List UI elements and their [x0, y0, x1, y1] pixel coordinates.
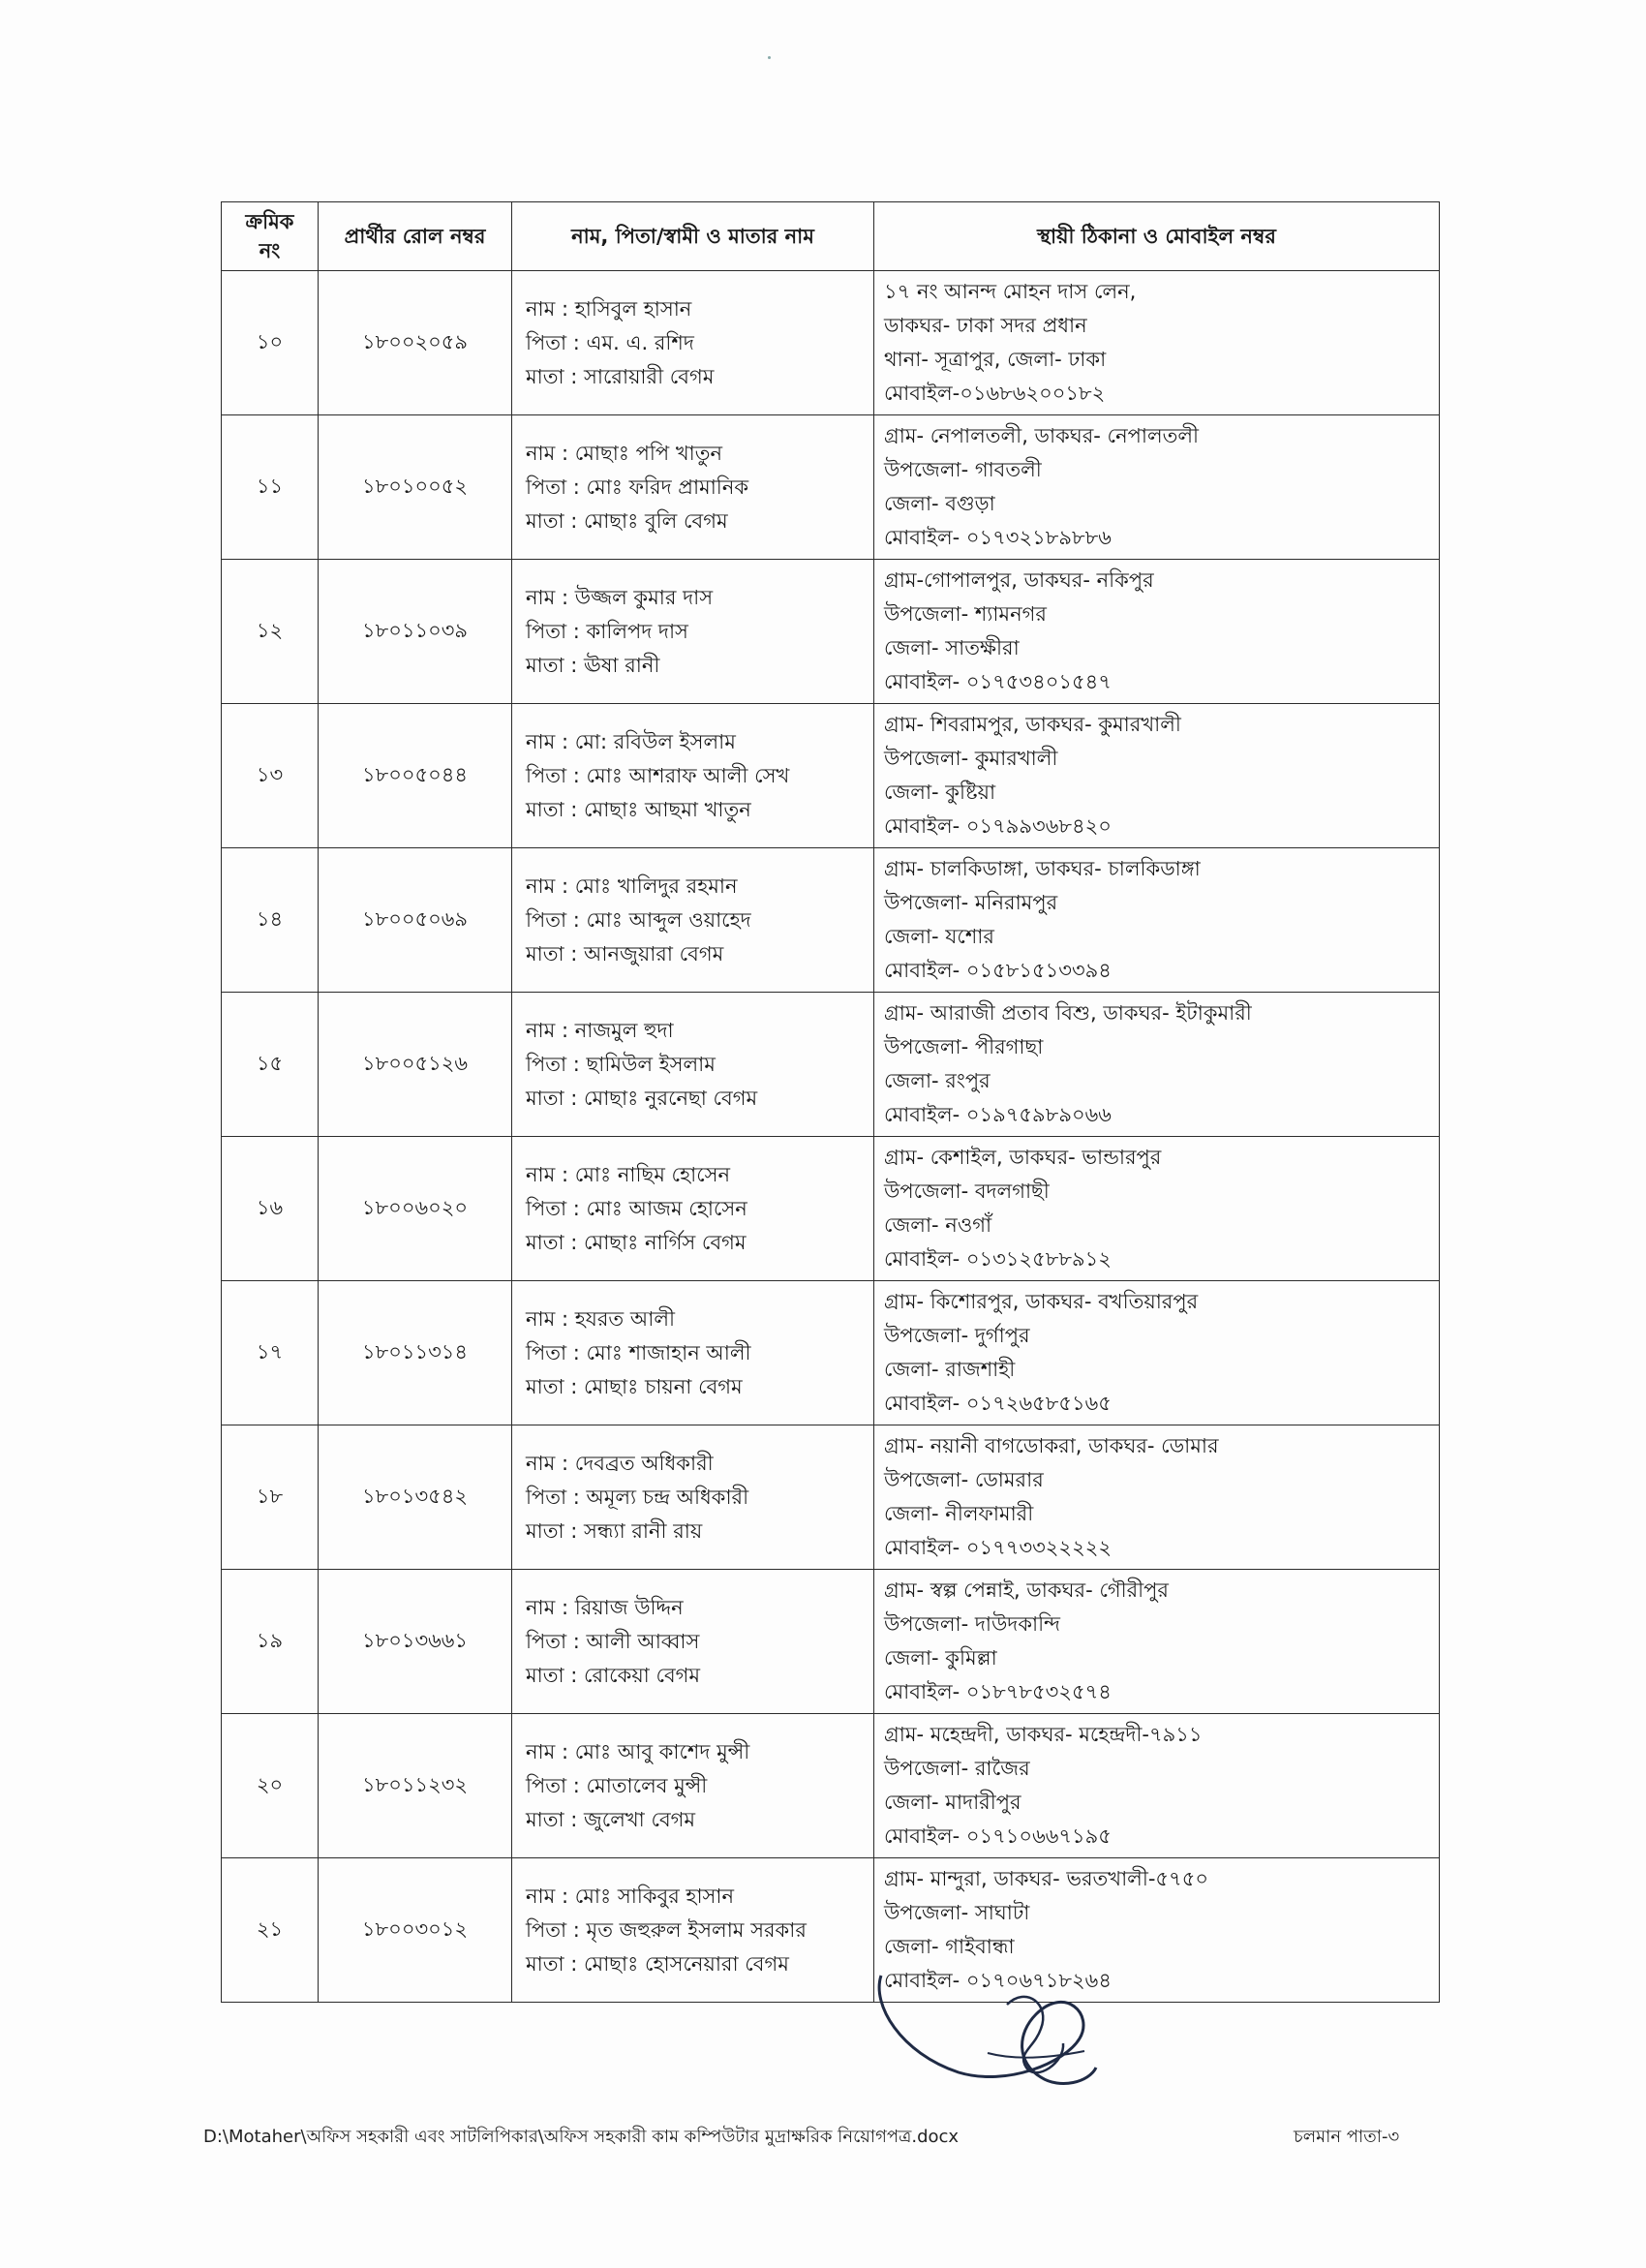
- serial-cell: ১৩: [222, 704, 319, 848]
- father-name: পিতা : মৃত জহুরুল ইসলাম সরকার: [526, 1917, 807, 1942]
- address-line-3: জেলা- কুষ্টিয়া: [884, 781, 996, 804]
- address-line-2: উপজেলা- মনিরামপুর: [884, 891, 1058, 914]
- father-name: পিতা : অমূল্য চন্দ্র অধিকারী: [526, 1485, 749, 1509]
- roll-cell: ১৮০১৩৬৬১: [319, 1570, 512, 1714]
- names-cell: [512, 848, 874, 993]
- serial-cell: ১৯: [222, 1570, 319, 1714]
- mobile-number: মোবাইল- ০১৭২৬৫৮৫১৬৫: [884, 1392, 1112, 1415]
- mobile-number: মোবাইল- ০১৮৭৮৫৩২৫৭৪: [884, 1680, 1112, 1703]
- names-cell: [512, 271, 874, 415]
- address-line-2: উপজেলা- গাবতলী: [884, 458, 1042, 481]
- father-name: পিতা : মোতালেব মুন্সী: [526, 1773, 708, 1797]
- serial-cell: ১২: [222, 560, 319, 704]
- scan-speck: [768, 56, 771, 59]
- names-cell: [512, 1570, 874, 1714]
- footer-file-path: D:\Motaher\অফিস সহকারী এবং সাটলিপিকার\অফিস সহকারী কাম কম্পিউটার মুদ্রাক্ষরিক নিয়োগপত্র.docx: [203, 2127, 960, 2147]
- address-line-1: গ্রাম- শিবরামপুর, ডাকঘর- কুমারখালী: [884, 713, 1181, 736]
- serial-cell: ১৫: [222, 993, 319, 1137]
- table-row: [222, 1425, 1440, 1570]
- mother-name: মাতা : ঊষা রানী: [526, 653, 660, 677]
- address-line-3: জেলা- যশোর: [884, 925, 994, 948]
- names-cell: [512, 415, 874, 560]
- roll-cell: ১৮০১১২৩২: [319, 1714, 512, 1858]
- mother-name: মাতা : মোছাঃ নুরনেছা বেগম: [526, 1086, 758, 1110]
- table-header-row: [222, 202, 1440, 271]
- father-name: পিতা : এম. এ. রশিদ: [526, 330, 694, 354]
- candidate-name: নাম : উজ্জল কুমার দাস: [526, 585, 714, 609]
- address-line-3: জেলা- বগুড়া: [884, 492, 995, 515]
- address-line-1: গ্রাম- কিশোরপুর, ডাকঘর- বখতিয়ারপুর: [884, 1290, 1199, 1313]
- names-cell: [512, 1281, 874, 1425]
- address-cell: [874, 993, 1440, 1137]
- father-name: পিতা : ছামিউল ইসলাম: [526, 1052, 716, 1076]
- roll-cell: ১৮০০৬০২০: [319, 1137, 512, 1281]
- serial-cell: ১১: [222, 415, 319, 560]
- address-line-1: গ্রাম- আরাজী প্রতাব বিশু, ডাকঘর- ইটাকুমারী: [884, 1001, 1252, 1025]
- header-roll: প্রার্থীর রোল নম্বর: [319, 202, 512, 271]
- address-cell: [874, 560, 1440, 704]
- mobile-number: মোবাইল- ০১৭৭৩৩২২২২২: [884, 1536, 1113, 1559]
- mother-name: মাতা : মোছাঃ চায়না বেগম: [526, 1374, 743, 1398]
- address-cell: [874, 704, 1440, 848]
- address-line-3: জেলা- গাইবান্ধা: [884, 1935, 1015, 1958]
- candidate-name: নাম : রিয়াজ উদ্দিন: [526, 1595, 684, 1619]
- candidate-name: নাম : হাসিবুল হাসান: [526, 296, 692, 321]
- names-cell: [512, 1858, 874, 2003]
- mobile-number: মোবাইল- ০১৭৫৩৪০১৫৪৭: [884, 670, 1112, 693]
- candidate-name: নাম : মো: রবিউল ইসলাম: [526, 729, 736, 753]
- names-cell: [512, 704, 874, 848]
- table-row: [222, 848, 1440, 993]
- address-line-3: জেলা- রংপুর: [884, 1069, 991, 1092]
- names-cell: [512, 993, 874, 1137]
- names-cell: [512, 1714, 874, 1858]
- address-cell: [874, 1570, 1440, 1714]
- serial-cell: ২১: [222, 1858, 319, 2003]
- candidate-name: নাম : দেবব্রত অধিকারী: [526, 1451, 714, 1475]
- serial-cell: ১৪: [222, 848, 319, 993]
- address-line-1: গ্রাম-গোপালপুর, ডাকঘর- নকিপুর: [884, 568, 1154, 592]
- father-name: পিতা : মোঃ আশরাফ আলী সেখ: [526, 763, 790, 787]
- table-row: [222, 1570, 1440, 1714]
- address-line-2: উপজেলা- দুর্গাপুর: [884, 1324, 1030, 1347]
- address-line-2: উপজেলা- পীরগাছা: [884, 1035, 1044, 1058]
- mother-name: মাতা : মোছাঃ হোসনেয়ারা বেগম: [526, 1951, 789, 1976]
- mobile-number: মোবাইল- ০১৭০৬৭১৮২৬৪: [884, 1969, 1112, 1992]
- address-line-3: জেলা- রাজশাহী: [884, 1358, 1016, 1381]
- address-cell: [874, 1714, 1440, 1858]
- address-line-1: গ্রাম- নয়ানী বাগডোকরা, ডাকঘর- ডোমার: [884, 1434, 1219, 1457]
- mother-name: মাতা : মোছাঃ নার্গিস বেগম: [526, 1230, 747, 1254]
- table-row: [222, 704, 1440, 848]
- address-line-2: উপজেলা- রাজৈর: [884, 1757, 1030, 1780]
- address-line-1: গ্রাম- মহেন্দ্রদী, ডাকঘর- মহেন্দ্রদী-৭৯১১: [884, 1723, 1203, 1746]
- address-line-3: জেলা- সাতক্ষীরা: [884, 636, 1020, 659]
- serial-cell: ১৬: [222, 1137, 319, 1281]
- serial-cell: ১৮: [222, 1425, 319, 1570]
- names-cell: [512, 1137, 874, 1281]
- roll-cell: ১৮০০৩০১২: [319, 1858, 512, 2003]
- serial-cell: ১৭: [222, 1281, 319, 1425]
- mother-name: মাতা : সারোয়ারী বেগম: [526, 364, 715, 388]
- roll-cell: ১৮০১১৩১৪: [319, 1281, 512, 1425]
- header-names: নাম, পিতা/স্বামী ও মাতার নাম: [512, 202, 874, 271]
- roll-cell: ১৮০০২০৫৯: [319, 271, 512, 415]
- roll-cell: ১৮০০৫০৬৯: [319, 848, 512, 993]
- father-name: পিতা : মোঃ ফরিদ প্রামানিক: [526, 475, 749, 499]
- address-line-3: জেলা- মাদারীপুর: [884, 1791, 1021, 1814]
- father-name: পিতা : মোঃ আব্দুল ওয়াহেদ: [526, 907, 751, 932]
- table-row: [222, 1858, 1440, 2003]
- table-row: [222, 271, 1440, 415]
- address-line-2: উপজেলা- শ্যামনগর: [884, 602, 1047, 626]
- header-serial: ক্রমিক নং: [222, 202, 319, 271]
- candidate-name: নাম : মোঃ নাছিম হোসেন: [526, 1162, 731, 1186]
- address-line-2: উপজেলা- দাউদকান্দি: [884, 1612, 1060, 1636]
- father-name: পিতা : মোঃ আজম হোসেন: [526, 1196, 747, 1220]
- roll-cell: ১৮০০৫০৪৪: [319, 704, 512, 848]
- mobile-number: মোবাইল- ০১৭১০৬৬৭১৯৫: [884, 1824, 1112, 1848]
- address-cell: [874, 1281, 1440, 1425]
- address-line-2: উপজেলা- বদলগাছী: [884, 1180, 1050, 1203]
- address-line-1: গ্রাম- চালকিডাঙ্গা, ডাকঘর- চালকিডাঙ্গা: [884, 857, 1201, 880]
- mother-name: মাতা : জুলেখা বেগম: [526, 1807, 696, 1831]
- footer-page-number: চলমান পাতা-৩: [1294, 2127, 1400, 2147]
- header-address: স্থায়ী ঠিকানা ও মোবাইল নম্বর: [874, 202, 1440, 271]
- mother-name: মাতা : আনজুয়ারা বেগম: [526, 941, 724, 965]
- table-row: [222, 415, 1440, 560]
- mother-name: মাতা : মোছাঃ বুলি বেগম: [526, 508, 728, 533]
- mobile-number: মোবাইল- ০১৫৮১৫১৩৩৯৪: [884, 959, 1112, 982]
- serial-cell: ১০: [222, 271, 319, 415]
- candidate-name: নাম : মোছাঃ পপি খাতুন: [526, 441, 723, 465]
- father-name: পিতা : আলী আব্বাস: [526, 1629, 700, 1653]
- table-row: [222, 560, 1440, 704]
- address-cell: [874, 271, 1440, 415]
- mobile-number: মোবাইল- ০১৭৯৯৩৬৮৪২০: [884, 814, 1112, 838]
- candidate-name: নাম : মোঃ সাকিবুর হাসান: [526, 1884, 735, 1908]
- signature: [871, 1946, 1104, 2121]
- table-row: [222, 993, 1440, 1137]
- address-cell: [874, 1137, 1440, 1281]
- address-line-1: গ্রাম- স্বল্প পেন্নাই, ডাকঘর- গৌরীপুর: [884, 1578, 1169, 1602]
- mother-name: মাতা : সন্ধ্যা রানী রায়: [526, 1518, 703, 1543]
- roll-cell: ১৮০১০০৫২: [319, 415, 512, 560]
- mother-name: মাতা : রোকেয়া বেগম: [526, 1663, 701, 1687]
- mobile-number: মোবাইল- ০১৯৭৫৯৮৯০৬৬: [884, 1103, 1112, 1126]
- roll-cell: ১৮০১৩৫৪২: [319, 1425, 512, 1570]
- names-cell: [512, 1425, 874, 1570]
- table-row: [222, 1714, 1440, 1858]
- candidate-name: নাম : মোঃ খালিদুর রহমান: [526, 873, 738, 898]
- address-line-3: জেলা- নীলফামারী: [884, 1502, 1034, 1525]
- mobile-number: মোবাইল-০১৬৮৬২০০১৮২: [884, 382, 1106, 405]
- address-line-2: ডাকঘর- ঢাকা সদর প্রধান: [884, 314, 1087, 337]
- address-line-3: জেলা- কুমিল্লা: [884, 1646, 997, 1670]
- address-line-1: গ্রাম- নেপালতলী, ডাকঘর- নেপালতলী: [884, 424, 1200, 447]
- serial-cell: ২০: [222, 1714, 319, 1858]
- address-line-3: জেলা- নওগাঁ: [884, 1213, 992, 1237]
- candidate-name: নাম : মোঃ আবু কাশেদ মুন্সী: [526, 1739, 750, 1763]
- names-cell: [512, 560, 874, 704]
- address-line-2: উপজেলা- ডোমরার: [884, 1468, 1044, 1491]
- candidate-name: নাম : হযরত আলী: [526, 1306, 675, 1331]
- father-name: পিতা : কালিপদ দাস: [526, 619, 688, 643]
- father-name: পিতা : মোঃ শাজাহান আলী: [526, 1340, 751, 1364]
- mother-name: মাতা : মোছাঃ আছমা খাতুন: [526, 797, 751, 821]
- address-line-1: গ্রাম- কেশাইল, ডাকঘর- ভান্ডারপুর: [884, 1146, 1162, 1169]
- address-line-1: গ্রাম- মান্দুরা, ডাকঘর- ভরতখালী-৫৭৫০: [884, 1867, 1208, 1890]
- address-cell: [874, 415, 1440, 560]
- mobile-number: মোবাইল- ০১৭৩২১৮৯৮৮৬: [884, 526, 1112, 549]
- roll-cell: ১৮০০৫১২৬: [319, 993, 512, 1137]
- address-cell: [874, 848, 1440, 993]
- table-row: [222, 1281, 1440, 1425]
- mobile-number: মোবাইল- ০১৩১২৫৮৮৯১২: [884, 1247, 1112, 1271]
- address-cell: [874, 1425, 1440, 1570]
- roll-cell: ১৮০১১০৩৯: [319, 560, 512, 704]
- address-line-2: উপজেলা- সাঘাটা: [884, 1901, 1030, 1924]
- candidate-name: নাম : নাজমুল হুদা: [526, 1018, 674, 1042]
- table-row: [222, 1137, 1440, 1281]
- address-line-1: ১৭ নং আনন্দ মোহন দাস লেন,: [884, 280, 1137, 303]
- address-line-3: থানা- সূত্রাপুর, জেলা- ঢাকা: [884, 348, 1107, 371]
- address-line-2: উপজেলা- কুমারখালী: [884, 747, 1058, 770]
- candidate-table: [221, 201, 1440, 2003]
